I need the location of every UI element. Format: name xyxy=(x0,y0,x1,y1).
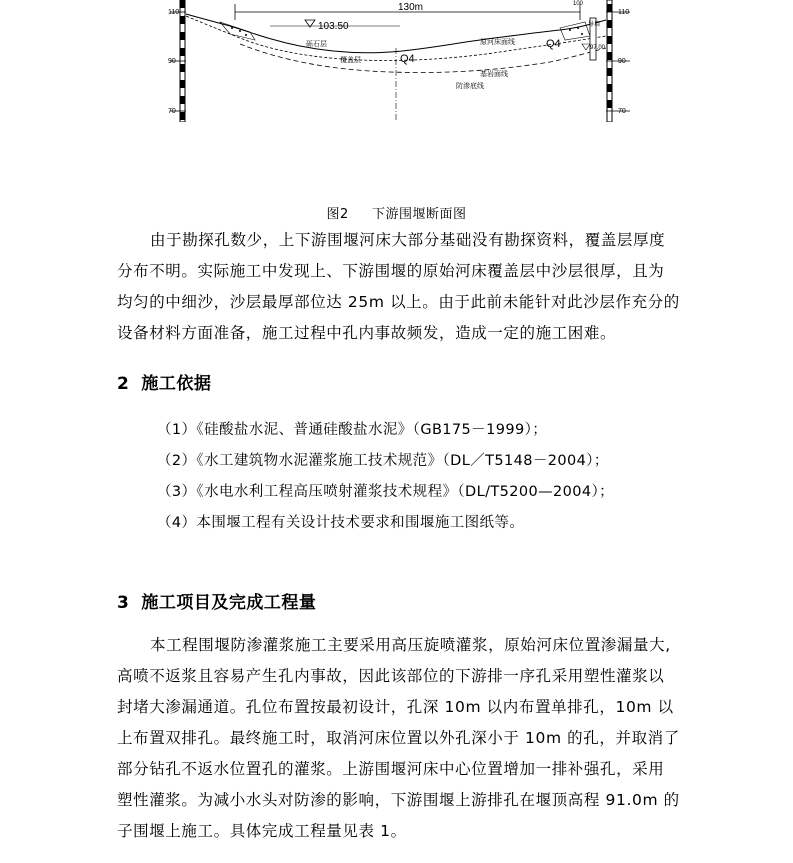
right-elev-110: 110 xyxy=(618,9,630,16)
para2-line: 部分钻孔不返水位置孔的灌浆。上游围堰河床中心位置增加一排补强孔，采用 xyxy=(117,760,665,778)
riverbed-line xyxy=(186,14,606,53)
para2-line: 高喷不返浆且容易产生孔内事故，因此该部位的下游排一序孔采用塑性灌浆以 xyxy=(117,667,665,685)
section-heading-2 xyxy=(117,369,211,394)
caption-title: 下游围堰断面图 xyxy=(371,207,467,222)
gravel-hatch-right xyxy=(560,22,590,40)
paragraph-grouting xyxy=(117,630,680,847)
right-elev-90: 90 xyxy=(618,58,626,65)
left-elev-70: 70 xyxy=(168,108,176,115)
reference-item: （2）《水工建筑物水泥灌浆施工技术规范》（DL／T5148－2004）； xyxy=(157,453,609,469)
reference-item: （4）本围堰工程有关设计技术要求和围堰施工图纸等。 xyxy=(157,515,525,531)
water-level-marker xyxy=(270,20,400,32)
paragraph-sand-layer xyxy=(117,225,680,349)
bedrock-label: 基岩面线 xyxy=(480,71,508,78)
cross-section-drawing xyxy=(160,0,640,122)
water-level-label: 103.50 xyxy=(318,21,349,32)
right-elevation-scale xyxy=(606,0,630,122)
reference-item: （3）《水电水利工程高压喷射灌浆技术规程》（DL/T5200—2004）； xyxy=(157,484,615,500)
section-title: 施工项目及完成工程量 xyxy=(141,593,317,613)
right-level-label: 97.00 xyxy=(590,45,606,51)
section-number: 2 xyxy=(117,374,130,394)
gravel-label: 砾石层 xyxy=(306,41,327,48)
q4-label-right: Q4 xyxy=(546,38,561,50)
right-elev-70: 70 xyxy=(618,108,626,115)
caption-number: 图2 xyxy=(326,207,349,222)
top-level-label: 100 xyxy=(573,1,584,7)
cross-section-figure xyxy=(160,0,640,122)
para1-line: 由于勘探孔数少，上下游围堰河床大部分基础没有勘探资料，覆盖层厚度 xyxy=(150,231,666,249)
left-elev-90: 90 xyxy=(168,58,176,65)
para1-line: 均匀的中细沙，沙层最厚部位达 25m 以上。由于此前未能针对此沙层作充分的 xyxy=(117,293,680,311)
cover-label: 覆盖层 xyxy=(340,57,361,64)
para2-line: 上布置双排孔。最终施工时，取消河床位置以外孔深小于 10m 的孔，并取消了 xyxy=(117,729,680,747)
section-heading-3 xyxy=(117,588,316,613)
figure-caption xyxy=(0,203,793,222)
reference-item: （1）《硅酸盐水泥、普通硅酸盐水泥》（GB175－1999）； xyxy=(157,422,548,438)
dim-span-label: 130m xyxy=(398,2,424,13)
para2-line: 封堵大渗漏通道。孔位布置按最初设计，孔深 10m 以内布置单排孔，10m 以 xyxy=(117,698,674,716)
riverbed-label: 原河床面线 xyxy=(480,39,515,46)
section-number: 3 xyxy=(117,593,130,613)
section-title: 施工依据 xyxy=(141,374,212,394)
para2-line: 本工程围堰防渗灌浆施工主要采用高压旋喷灌浆，原始河床位置渗漏量大, xyxy=(150,636,671,654)
left-elevation-scale xyxy=(168,0,186,122)
para1-line: 设备材料方面准备，施工过程中孔内事故频发，造成一定的施工困难。 xyxy=(117,324,617,342)
dimension-line xyxy=(235,1,584,20)
para2-line: 子围堰上施工。具体完成工程量见表 1。 xyxy=(117,822,407,840)
para1-line: 分布不明。实际施工中发现上、下游围堰的原始河床覆盖层中沙层很厚，且为 xyxy=(117,262,665,280)
seepage-label: 防渗底线 xyxy=(456,83,484,90)
left-elev-110: 110 xyxy=(168,9,180,16)
para2-line: 塑性灌浆。为减小水头对防渗的影响，下游围堰上游排孔在堰顶高程 91.0m 的 xyxy=(117,791,680,809)
guide-wall-label: 导墙 xyxy=(588,22,601,28)
q4-label-center: Q4 xyxy=(400,53,415,65)
